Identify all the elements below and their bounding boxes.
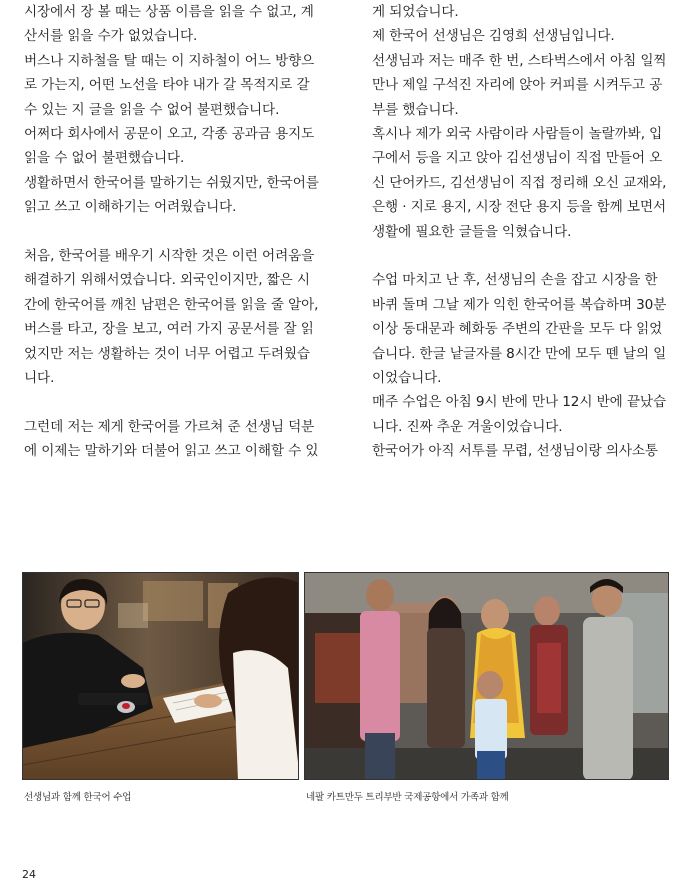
paragraph-line: 생활에 필요한 글들을 익혔습니다. (372, 223, 572, 240)
paragraph-line: 한국어가 아직 서투를 무렵, 선생님이랑 의사소통 (372, 443, 658, 460)
paragraph-line: 부를 했습니다. (372, 101, 459, 118)
paragraph-line: 간에 한국어를 깨친 남편은 한국어를 읽을 줄 알아, (24, 296, 319, 313)
paragraph-line: 구에서 등을 지고 앉아 김선생님이 직접 만들어 오 (372, 150, 663, 167)
paragraph-line: 산서를 읽을 수가 없었습니다. (24, 28, 198, 45)
family-photo (304, 572, 669, 780)
paragraph-line: 생활하면서 한국어를 말하기는 쉬웠지만, 한국어를 (24, 174, 319, 191)
paragraph-line: 매주 수업은 아침 9시 반에 만나 12시 반에 끝났습 (372, 394, 666, 411)
paragraph-line: 버스나 지하철을 탈 때는 이 지하철이 어느 방향으 (24, 52, 315, 69)
paragraph-line: 바퀴 돌며 그날 제가 익힌 한국어를 복습하며 30분 (372, 296, 667, 313)
lesson-photo (22, 572, 299, 780)
page-number: 24 (22, 868, 36, 881)
paragraph-line: 니다. (24, 370, 55, 387)
paragraph-line: 수 있는 지 글을 읽을 수 없어 불편했습니다. (24, 101, 280, 118)
paragraph-line: 처음, 한국어를 배우기 시작한 것은 이런 어려움을 (24, 248, 315, 265)
paragraph-gap (24, 220, 324, 244)
paragraph-line: 읽고 쓰고 이해하기는 어려웠습니다. (24, 199, 237, 216)
paragraph-line: 혹시나 제가 외국 사람이라 사람들이 놀랄까봐, 입 (372, 126, 663, 143)
paragraph-line: 게 되었습니다. (372, 4, 459, 20)
paragraph-gap (24, 390, 324, 414)
paragraph-line: 이었습니다. (372, 370, 442, 387)
right-text-column (372, 0, 668, 464)
paragraph-line: 버스를 타고, 장을 보고, 여러 가지 공문서를 잘 읽 (24, 321, 314, 338)
paragraph-line: 시장에서 장 볼 때는 상품 이름을 읽을 수 없고, 계 (24, 4, 314, 20)
photo-caption: 선생님과 함께 한국어 수업 (24, 792, 132, 803)
paragraph-line: 선생님과 저는 매주 한 번, 스타벅스에서 아침 일찍 (372, 52, 667, 69)
paragraph-line: 제 한국어 선생님은 김영희 선생님입니다. (372, 28, 615, 45)
photo-caption: 네팔 카트만두 트리부반 국제공항에서 가족과 함께 (306, 792, 509, 803)
paragraph-line: 니다. 진짜 추운 겨울이었습니다. (372, 418, 563, 435)
paragraph-line: 에 이제는 말하기와 더불어 읽고 쓰고 이해할 수 있 (24, 443, 319, 460)
paragraph-line: 수업 마치고 난 후, 선생님의 손을 잡고 시장을 한 (372, 272, 658, 289)
paragraph-line: 이상 동대문과 혜화동 주변의 간판을 모두 다 읽었 (372, 321, 663, 338)
paragraph-gap (372, 244, 668, 268)
paragraph-line: 습니다. 한글 낱글자를 8시간 만에 모두 뗀 날의 일 (372, 345, 667, 362)
paragraph-line: 읽을 수 없어 불편했습니다. (24, 150, 185, 167)
paragraph-line: 었지만 저는 생활하는 것이 너무 어렵고 두려웠습 (24, 345, 310, 362)
paragraph-line: 해결하기 위해서였습니다. 외국인이지만, 짧은 시 (24, 272, 310, 289)
paragraph-line: 은행 · 지로 용지, 시장 전단 용지 등을 함께 보면서 (372, 199, 667, 216)
family-photo-illustration (305, 573, 669, 780)
paragraph-line: 만나 제일 구석진 자리에 앉아 커피를 시켜두고 공 (372, 77, 663, 94)
paragraph-line: 로 가는지, 어떤 노선을 타야 내가 갈 목적지로 갈 (24, 77, 310, 94)
paragraph-line: 신 단어카드, 김선생님이 직접 정리해 오신 교재와, (372, 174, 667, 191)
lesson-photo-illustration (23, 573, 299, 780)
paragraph-line: 어쩌다 회사에서 공문이 오고, 각종 공과금 용지도 (24, 126, 315, 143)
left-text-column (24, 0, 324, 464)
paragraph-line: 그런데 저는 제게 한국어를 가르쳐 준 선생님 덕분 (24, 418, 315, 435)
